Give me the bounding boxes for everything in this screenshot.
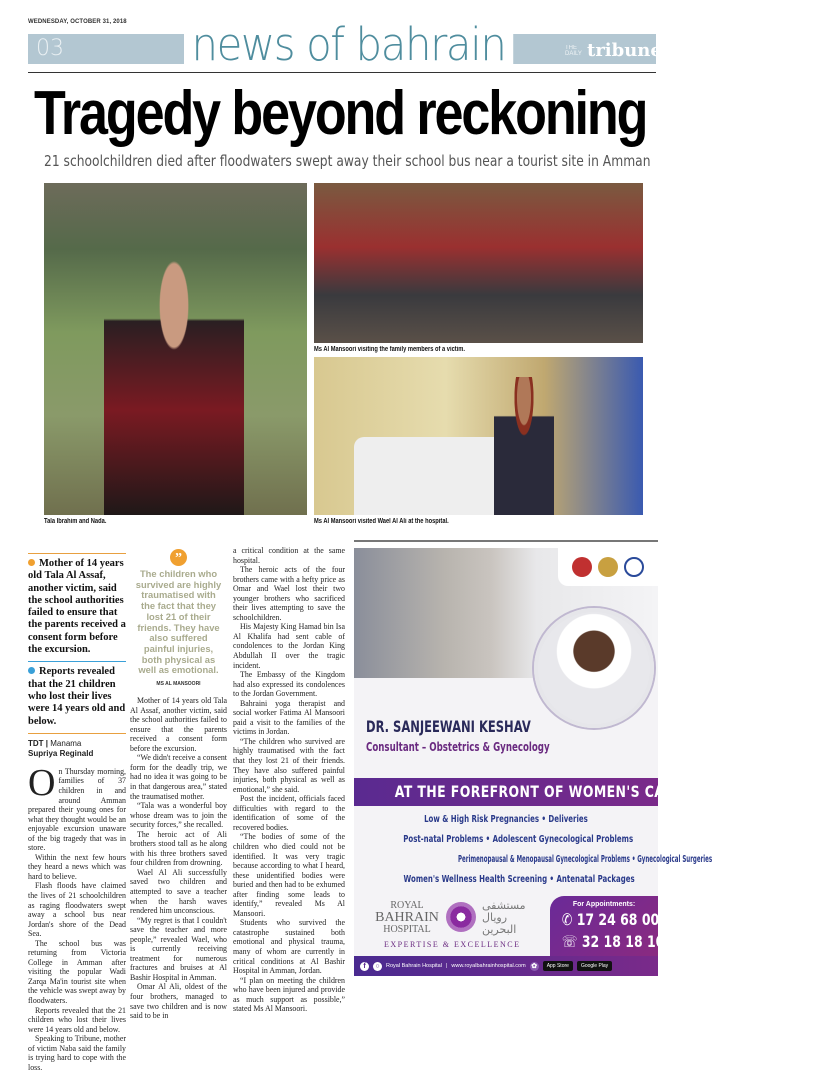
hospital-advertisement[interactable] (354, 548, 713, 976)
paragraph: The heroic act of Ali brothers stood tall as he along with his three brothers saved four children from drowning. (130, 829, 227, 868)
paragraph: “I plan on meeting the children who have been injured and provide as much support as possible,” stated Ms Al Mansoori. (233, 975, 345, 1014)
pullquote: The children who survived are highly traumatised with the fact that they lost 21 of their friends. They have also suffered painful injuries, both physical as well as emotional. (135, 568, 222, 676)
divider (354, 540, 658, 542)
byline-location: Manama (50, 738, 82, 748)
award-badge-icon (598, 557, 618, 577)
subheadline: 21 schoolchildren died after floodwaters swept away their school bus near a tourist site in Amman (44, 152, 651, 170)
hospital-website: www.royalbahrainhospital.com (451, 963, 526, 969)
paragraph: Reports revealed that the 21 children who lost their lives were 14 years old and below. (28, 1005, 126, 1034)
byline: TDT | Manama Supriya Reginald (28, 739, 126, 759)
app-store-badge: App Store (543, 961, 573, 971)
google-play-badge: Google Play (577, 961, 612, 971)
app-icon: ✿ (531, 962, 538, 970)
bullet-dot-icon (28, 559, 35, 566)
award-badge-icon (572, 557, 592, 577)
footer-hospital-name: Royal Bahrain Hospital (386, 963, 442, 969)
service-line: Post-natal Problems • Adolescent Gynecological Problems (403, 834, 634, 845)
divider (28, 72, 656, 73)
paragraph: “The bodies of some of the children who died could not be identified. It was very tragic because according to what I heard, these unidentified bodies were buried and then had to be exhumed after finding some leads to identify,” revealed Ms Al Mansoori. (233, 832, 345, 918)
byline-author: Supriya Reginald (28, 748, 94, 758)
article-column-1 (28, 761, 126, 1072)
banner-text: AT THE FOREFRONT OF WOMEN'S CARE (394, 782, 684, 801)
ad-footer: f ○ Royal Bahrain Hospital | www.royalbahrainhospital.com ✿ App Store Google Play (354, 956, 658, 976)
quote-icon: ” (170, 549, 187, 566)
paragraph: Wael Al Ali successfully saved two children and attempted to save a teacher when the harsh waves rendered him unconscious. (130, 867, 227, 916)
paragraph: His Majesty King Hamad bin Isa Al Khalifa had sent cable of condolences to the Jordan King Abdullah II over the tragic incident. (233, 622, 345, 670)
award-badge-icon (624, 557, 644, 577)
paragraph: Omar Al Ali, oldest of the four brothers, managed to save two children and is now said to be in (130, 982, 227, 1021)
paragraph: n Thursday morning, families of 37 children in and around Amman prepared their young ones for what they thought would be an enjoyable excursion unaware of the big tragedy that was in store. (28, 766, 126, 853)
hospital-arabic-name: مستشفى رويال البحرين (482, 899, 526, 936)
doctor-photo (534, 608, 654, 728)
service-line: Perimenopausal & Menopausal Gynecological Problems • Gynecological Surgeries (457, 854, 713, 865)
photo-figure (104, 253, 244, 515)
paragraph: “Tala was a wonderful boy whose dream was to join the security forces,” she recalled. (130, 801, 227, 830)
service-line: Women's Wellness Health Screening • Antenatal Packages (403, 874, 635, 885)
highlight-text: Mother of 14 years old Tala Al Assaf, another victim, said the school authorities failed to ensure that the parents received a consent form before the excursion. (28, 558, 126, 656)
article-column-3 (233, 546, 345, 1014)
hospital-logo-icon (446, 902, 476, 932)
photo-caption: Ms Al Mansoori visiting the family members of a victim. (314, 346, 465, 353)
appointments-label: For Appointments: (572, 901, 636, 908)
pullquote-attribution: MS AL MANSOORI (156, 681, 201, 688)
headline: Tragedy beyond reckoning (34, 79, 647, 148)
instagram-icon: ○ (373, 962, 382, 971)
bullet-dot-icon (28, 667, 35, 674)
appointments-box (550, 896, 665, 956)
paragraph: Post the incident, officials faced difficulties with regard to the identification of some of the recovered bodies. (233, 794, 345, 832)
issue-date: WEDNESDAY, OCTOBER 31, 2018 (28, 19, 127, 25)
accreditation-badges (558, 548, 658, 586)
photo-family-visit (314, 183, 643, 343)
logo-small-text: THE DAILY (565, 44, 582, 57)
photo-figure (494, 377, 554, 515)
section-title: news of bahrain (184, 20, 513, 70)
paragraph: Mother of 14 years old Tala Al Assaf, another victim, said the school authorities failed to ensure that the parents received a consent form before the excursion. (130, 696, 227, 753)
highlight-2 (28, 662, 126, 732)
divider (28, 733, 126, 734)
page-number: 03 (36, 36, 64, 61)
doctor-title: Consultant – Obstetrics & Gynecology (366, 740, 550, 754)
paragraph: Bahraini yoga therapist and social worker Fatima Al Mansoori paid a visit to the families of the victims in Jordan. (233, 698, 345, 737)
paragraph: The school bus was returning from Victoria College in Amman after visiting the popular Wadi Zarqa Ma'in tourist site when the vehicle was swept away by floodwaters. (28, 938, 126, 1005)
ad-banner (354, 778, 684, 806)
paragraph: “The children who survived are highly traumatised with the fact that they lost 21 of their friends. They have also suffered painful injuries, both physical as well as emotional,” she said. (233, 736, 345, 794)
paragraph: a critical condition at the same hospital. (233, 546, 345, 565)
logo-text: tribune (587, 40, 662, 61)
photo-caption: Tala Ibrahim and Nada. (44, 518, 107, 525)
paragraph: Speaking to Tribune, mother of victim Naba said the family is trying hard to cope with the loss. (28, 1034, 126, 1072)
article-column-2 (130, 696, 227, 1021)
hospital-logo-text: ROYAL BAHRAIN HOSPITAL (375, 900, 439, 935)
paragraph: Within the next few hours they heard a news which was hard to believe. (28, 852, 126, 881)
newspaper-logo (565, 40, 662, 61)
photo-girls (44, 183, 307, 515)
paragraph: The heroic acts of the four brothers came with a hefty price as Omar and Wael lost their two younger brothers who sacrificed their lives attempting to save the schoolchildren. (233, 565, 345, 622)
column-1 (28, 553, 126, 1072)
paragraph: “My regret is that I couldn't save the teacher and more people,” revealed Wael, who is currently receiving treatment for numerous fractures and bruises at Al Bashir Hospital in Amman. (130, 915, 227, 982)
whatsapp-number: ☏ 32 18 18 10 (561, 932, 665, 951)
service-line: Low & High Risk Pregnancies • Deliveries (424, 814, 588, 825)
photo-hospital-visit (314, 357, 643, 515)
byline-agency: TDT (28, 738, 44, 748)
paragraph: Students who survived the catastrophe sustained both emotional and physical trauma, many of whom are currently in critical conditions at Al Bashir Hospital in Amman, Jordan. (233, 918, 345, 976)
hospital-tagline: EXPERTISE & EXCELLENCE (384, 940, 521, 949)
paragraph: The Embassy of the Kingdom had also expressed its condolences to the Jordan Government. (233, 670, 345, 699)
photo-caption: Ms Al Mansoori visited Wael Al Ali at the hospital. (314, 518, 449, 525)
paragraph: “We didn't receive a consent form for the deadly trip, we had no idea it was going to be in that dangerous area,” stated the traumatised mother. (130, 753, 227, 801)
phone-number: ✆ 17 24 68 00 (561, 910, 660, 929)
paragraph: Flash floods have claimed the lives of 21 schoolchildren as raging floodwaters swept away a school bus near Jordan's shore of the Dead Sea. (28, 881, 126, 939)
facebook-icon: f (360, 962, 369, 971)
photo-bed (354, 437, 504, 515)
highlight-1 (28, 554, 126, 661)
column-2 (130, 549, 227, 1021)
drop-cap: O (28, 761, 56, 804)
highlight-text: Reports revealed that the 21 children who lost their lives were 14 years old and below. (28, 666, 126, 727)
doctor-name: DR. SANJEEWANI KESHAV (366, 717, 531, 736)
